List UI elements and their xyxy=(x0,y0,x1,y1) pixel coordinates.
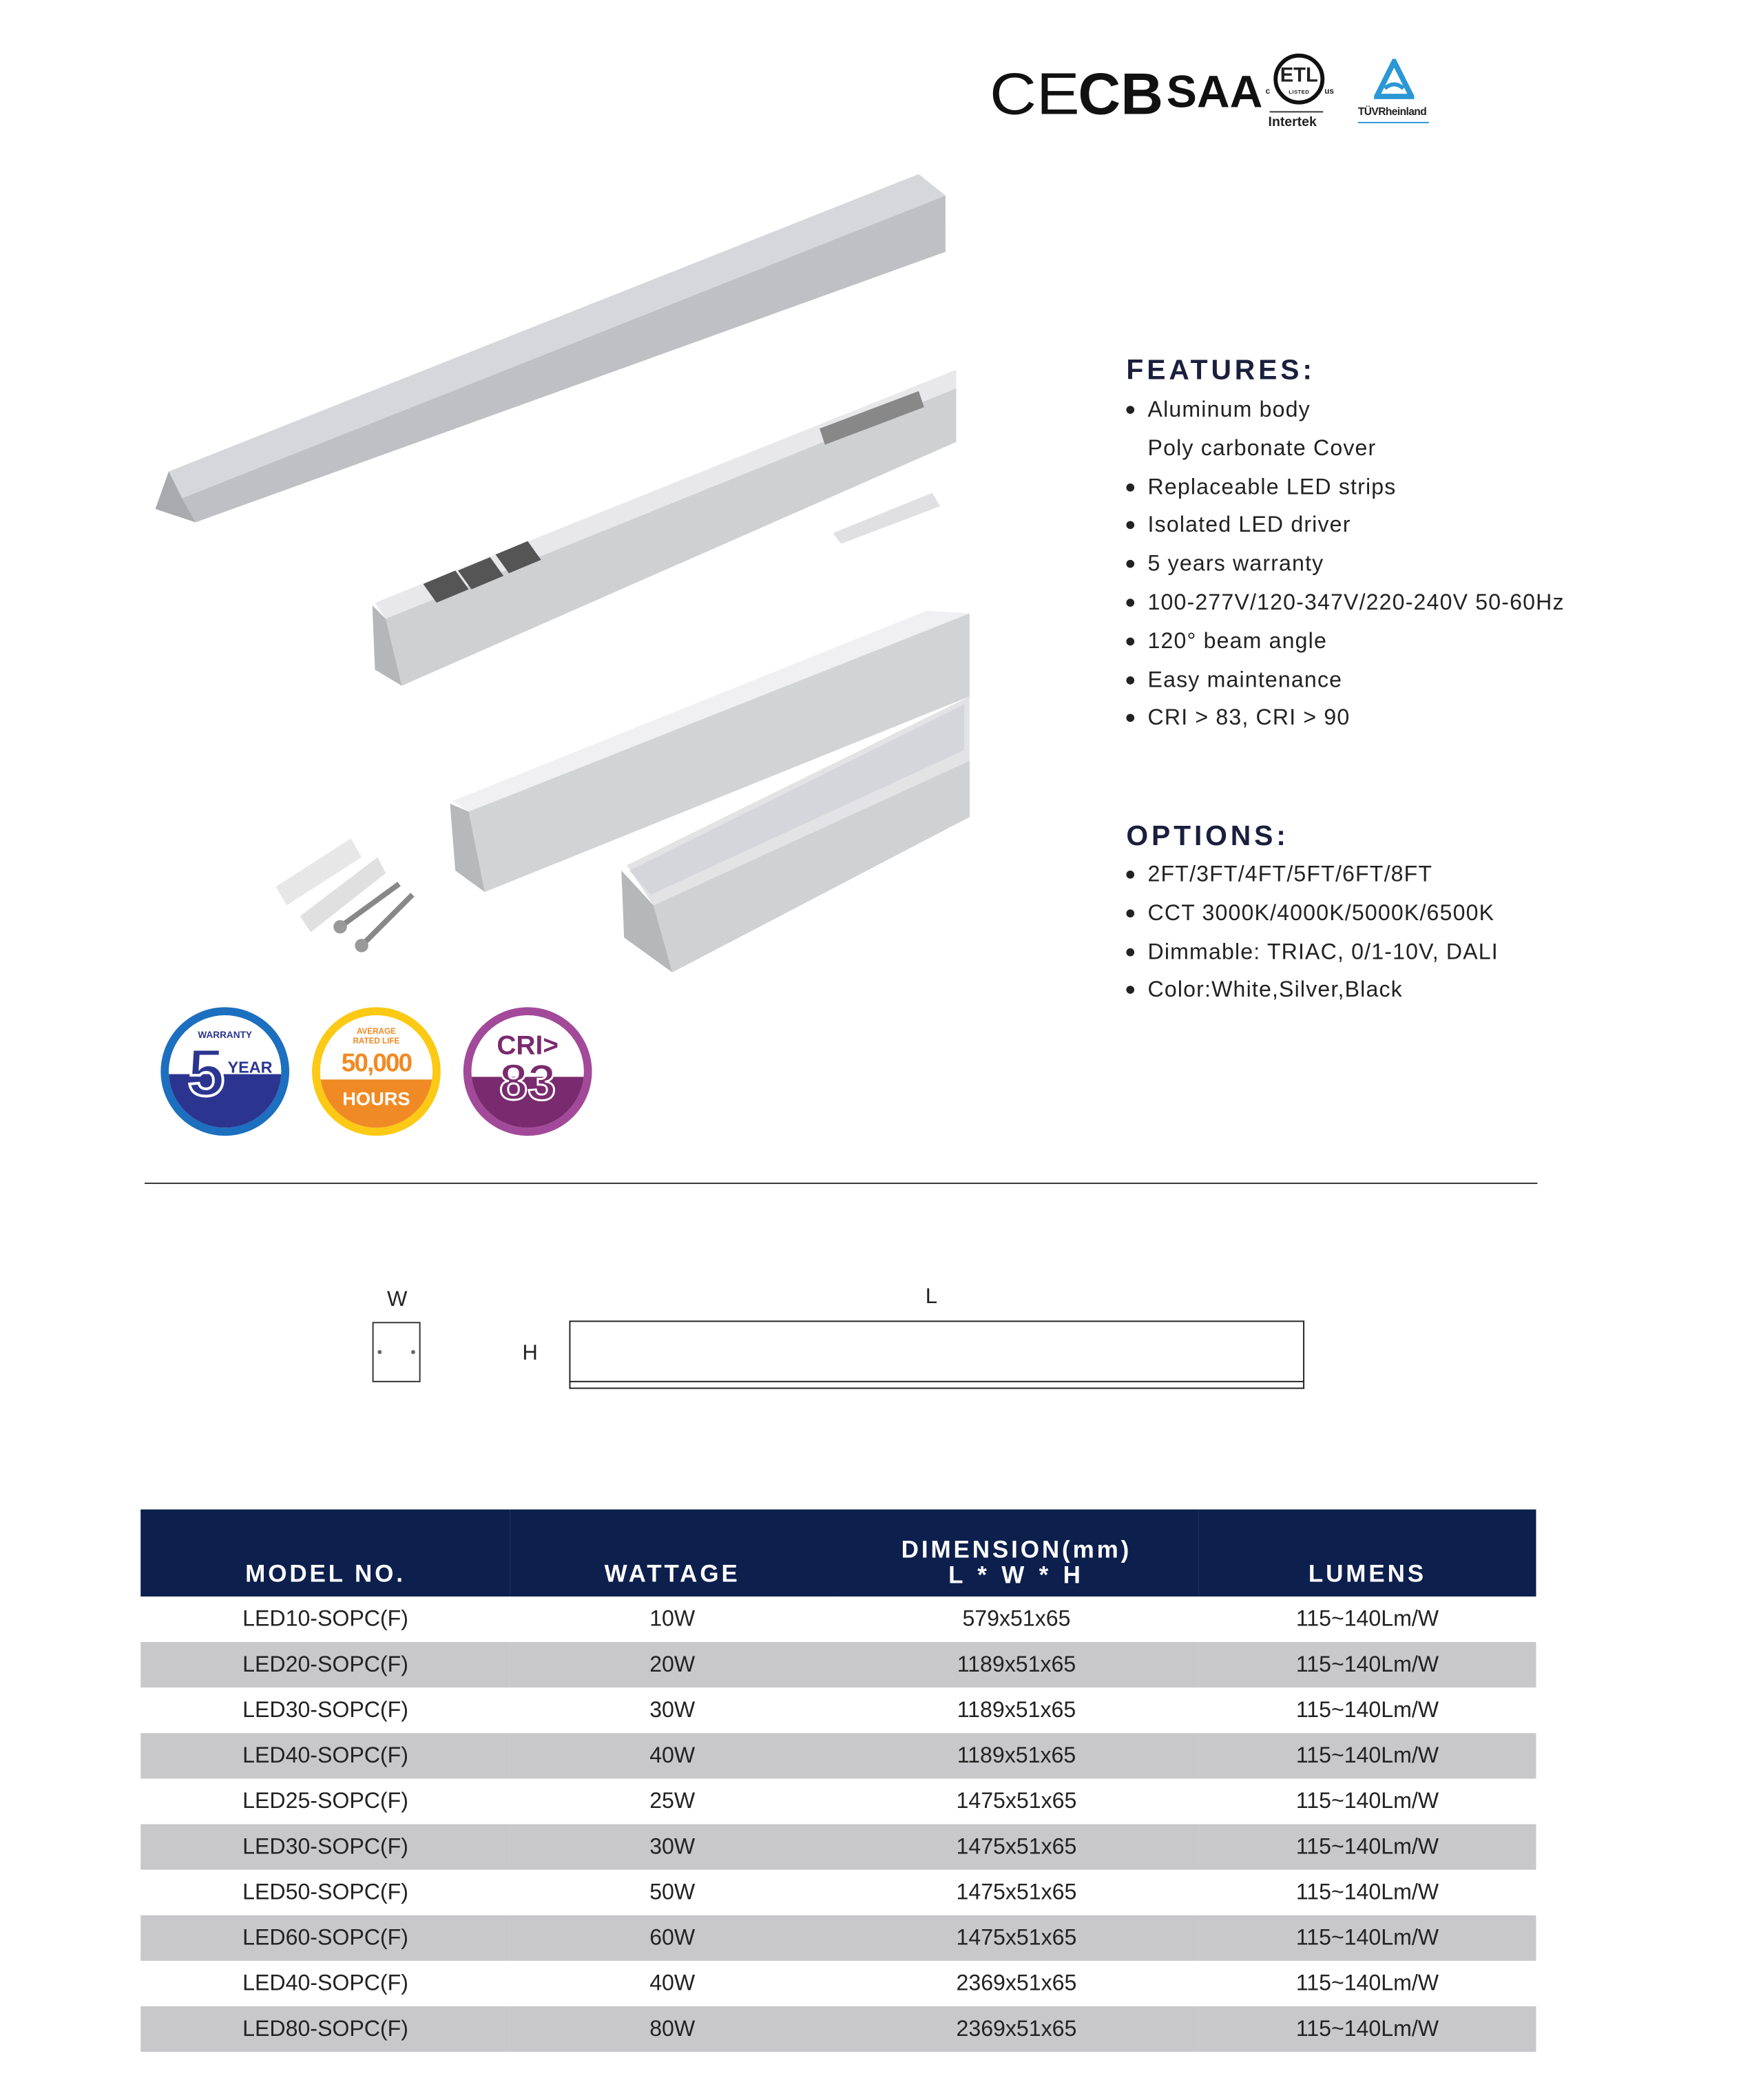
cell-model: LED60-SOPC(F) xyxy=(242,1925,408,1950)
cell-lumens: 115~140Lm/W xyxy=(1295,1971,1439,1995)
warranty-label: WARRANTY xyxy=(198,1031,253,1041)
cell-wattage: 25W xyxy=(649,1789,696,1813)
cell-wattage: 10W xyxy=(649,1606,696,1631)
cell-dimension: 2369x51x65 xyxy=(956,1971,1077,1995)
header-dimension-sub: L * W * H xyxy=(948,1561,1085,1589)
life-label-2: RATED LIFE xyxy=(353,1038,400,1046)
cell-dimension: 1189x51x65 xyxy=(957,1652,1076,1676)
ce-logo: CE xyxy=(989,61,1080,127)
tuv-logo xyxy=(1355,59,1436,129)
cell-dimension: 1189x51x65 xyxy=(957,1697,1076,1722)
feature-item: Isolated LED driver xyxy=(1125,507,1564,545)
feature-item: 100-277V/120-347V/220-240V 50-60Hz xyxy=(1125,584,1564,623)
header-dimension-title: DIMENSION(mm) xyxy=(901,1536,1132,1563)
etl-mark xyxy=(1273,54,1324,105)
cell-model: LED25-SOPC(F) xyxy=(242,1789,408,1813)
rated-life-badge xyxy=(312,1007,441,1136)
mounting-screws xyxy=(276,838,413,952)
feature-item: 120° beam angle xyxy=(1125,623,1564,661)
life-hours-value: 50,000 xyxy=(341,1050,412,1079)
cell-lumens: 115~140Lm/W xyxy=(1295,2016,1439,2041)
cell-wattage: 30W xyxy=(649,1697,696,1722)
section-divider xyxy=(145,1183,1537,1184)
warranty-unit: YEAR xyxy=(227,1058,273,1077)
life-unit: HOURS xyxy=(342,1088,410,1110)
cell-model: LED10-SOPC(F) xyxy=(242,1606,408,1631)
features-heading: FEATURES: xyxy=(1126,355,1315,386)
table-row xyxy=(140,1915,1536,1961)
table-row xyxy=(140,1642,1536,1687)
end-view-box xyxy=(373,1322,421,1382)
table-row xyxy=(140,1961,1536,2006)
cell-model: LED20-SOPC(F) xyxy=(242,1652,408,1676)
header-dimension xyxy=(834,1510,1198,1597)
cell-dimension: 579x51x65 xyxy=(962,1606,1071,1631)
cell-dimension: 2369x51x65 xyxy=(956,2016,1077,2041)
cell-wattage: 40W xyxy=(649,1743,696,1767)
options-list xyxy=(1125,856,1498,1010)
feature-item: Poly carbonate Cover xyxy=(1147,436,1377,461)
cell-lumens: 115~140Lm/W xyxy=(1295,1743,1439,1767)
table-row xyxy=(140,2006,1536,2052)
feature-item: Replaceable LED strips xyxy=(1125,468,1564,507)
option-item: 2FT/3FT/4FT/5FT/6FT/8FT xyxy=(1125,856,1498,895)
cb-logo: CB xyxy=(1078,61,1164,127)
warranty-badge xyxy=(160,1007,289,1136)
option-item: CCT 3000K/4000K/5000K/6500K xyxy=(1125,895,1498,933)
cell-model: LED30-SOPC(F) xyxy=(242,1834,408,1859)
cell-wattage: 60W xyxy=(649,1925,696,1950)
etl-text: ETL xyxy=(1280,64,1318,87)
cell-lumens: 115~140Lm/W xyxy=(1295,1697,1439,1722)
saa-logo: SAA xyxy=(1166,67,1263,118)
table-row xyxy=(140,1870,1536,1915)
product-images xyxy=(134,160,991,991)
cell-lumens: 115~140Lm/W xyxy=(1295,1880,1439,1904)
cell-lumens: 115~140Lm/W xyxy=(1295,1834,1439,1859)
option-item: Color:White,Silver,Black xyxy=(1125,972,1498,1010)
table-row xyxy=(140,1824,1536,1870)
table-row xyxy=(140,1597,1536,1642)
cell-lumens: 115~140Lm/W xyxy=(1295,1652,1439,1676)
length-label: L xyxy=(925,1285,938,1309)
cell-dimension: 1475x51x65 xyxy=(956,1880,1077,1904)
table-header-row xyxy=(140,1510,1536,1597)
table-row xyxy=(140,1733,1536,1778)
feature-item: 5 years warranty xyxy=(1125,545,1564,584)
model-spec-table xyxy=(140,1510,1536,2052)
feature-item: CRI > 83, CRI > 90 xyxy=(1125,700,1564,738)
cell-dimension: 1475x51x65 xyxy=(956,1789,1077,1813)
cell-wattage: 80W xyxy=(649,2016,696,2041)
etl-intertek-logo xyxy=(1266,54,1338,137)
cell-lumens: 115~140Lm/W xyxy=(1295,1789,1439,1813)
side-view-box xyxy=(569,1320,1304,1382)
width-label: W xyxy=(386,1288,408,1311)
option-item: Dimmable: TRIAC, 0/1-10V, DALI xyxy=(1125,933,1498,972)
cell-wattage: 20W xyxy=(649,1652,696,1676)
cell-dimension: 1475x51x65 xyxy=(956,1834,1077,1859)
feature-item: Easy maintenance xyxy=(1125,661,1564,700)
height-label: H xyxy=(522,1342,538,1365)
cell-wattage: 40W xyxy=(649,1971,696,1995)
etl-c: c xyxy=(1265,88,1271,97)
side-view-diffuser xyxy=(569,1381,1304,1389)
table-row xyxy=(140,1687,1536,1733)
cell-lumens: 115~140Lm/W xyxy=(1295,1925,1439,1950)
feature-item: Aluminum body xyxy=(1125,391,1564,430)
options-heading: OPTIONS: xyxy=(1126,821,1289,852)
cell-dimension: 1475x51x65 xyxy=(956,1925,1077,1950)
cell-model: LED40-SOPC(F) xyxy=(242,1743,408,1767)
cri-value: 83 xyxy=(499,1055,556,1112)
etl-us: us xyxy=(1324,88,1334,97)
table-row xyxy=(140,1778,1536,1824)
header-lumens: LUMENS xyxy=(1308,1560,1426,1588)
life-label-1: AVERAGE xyxy=(356,1028,396,1037)
cell-dimension: 1189x51x65 xyxy=(957,1743,1076,1767)
cell-model: LED30-SOPC(F) xyxy=(242,1697,408,1722)
cri-badge xyxy=(463,1007,592,1136)
cell-lumens: 115~140Lm/W xyxy=(1295,1606,1439,1631)
cell-model: LED80-SOPC(F) xyxy=(242,2016,408,2041)
cell-wattage: 50W xyxy=(649,1880,696,1904)
cri-label: CRI> xyxy=(497,1031,559,1061)
features-list xyxy=(1125,391,1564,738)
intertek-text: Intertek xyxy=(1268,115,1317,130)
cell-wattage: 30W xyxy=(649,1834,696,1859)
etl-listed-text: LISTED xyxy=(1289,88,1310,96)
header-model: MODEL NO. xyxy=(245,1560,406,1588)
cell-model: LED50-SOPC(F) xyxy=(242,1880,408,1904)
warranty-years: 5 xyxy=(187,1035,225,1111)
header-wattage: WATTAGE xyxy=(604,1560,740,1588)
tuv-text: TÜVRheinland xyxy=(1357,105,1427,118)
cell-model: LED40-SOPC(F) xyxy=(242,1971,408,1995)
